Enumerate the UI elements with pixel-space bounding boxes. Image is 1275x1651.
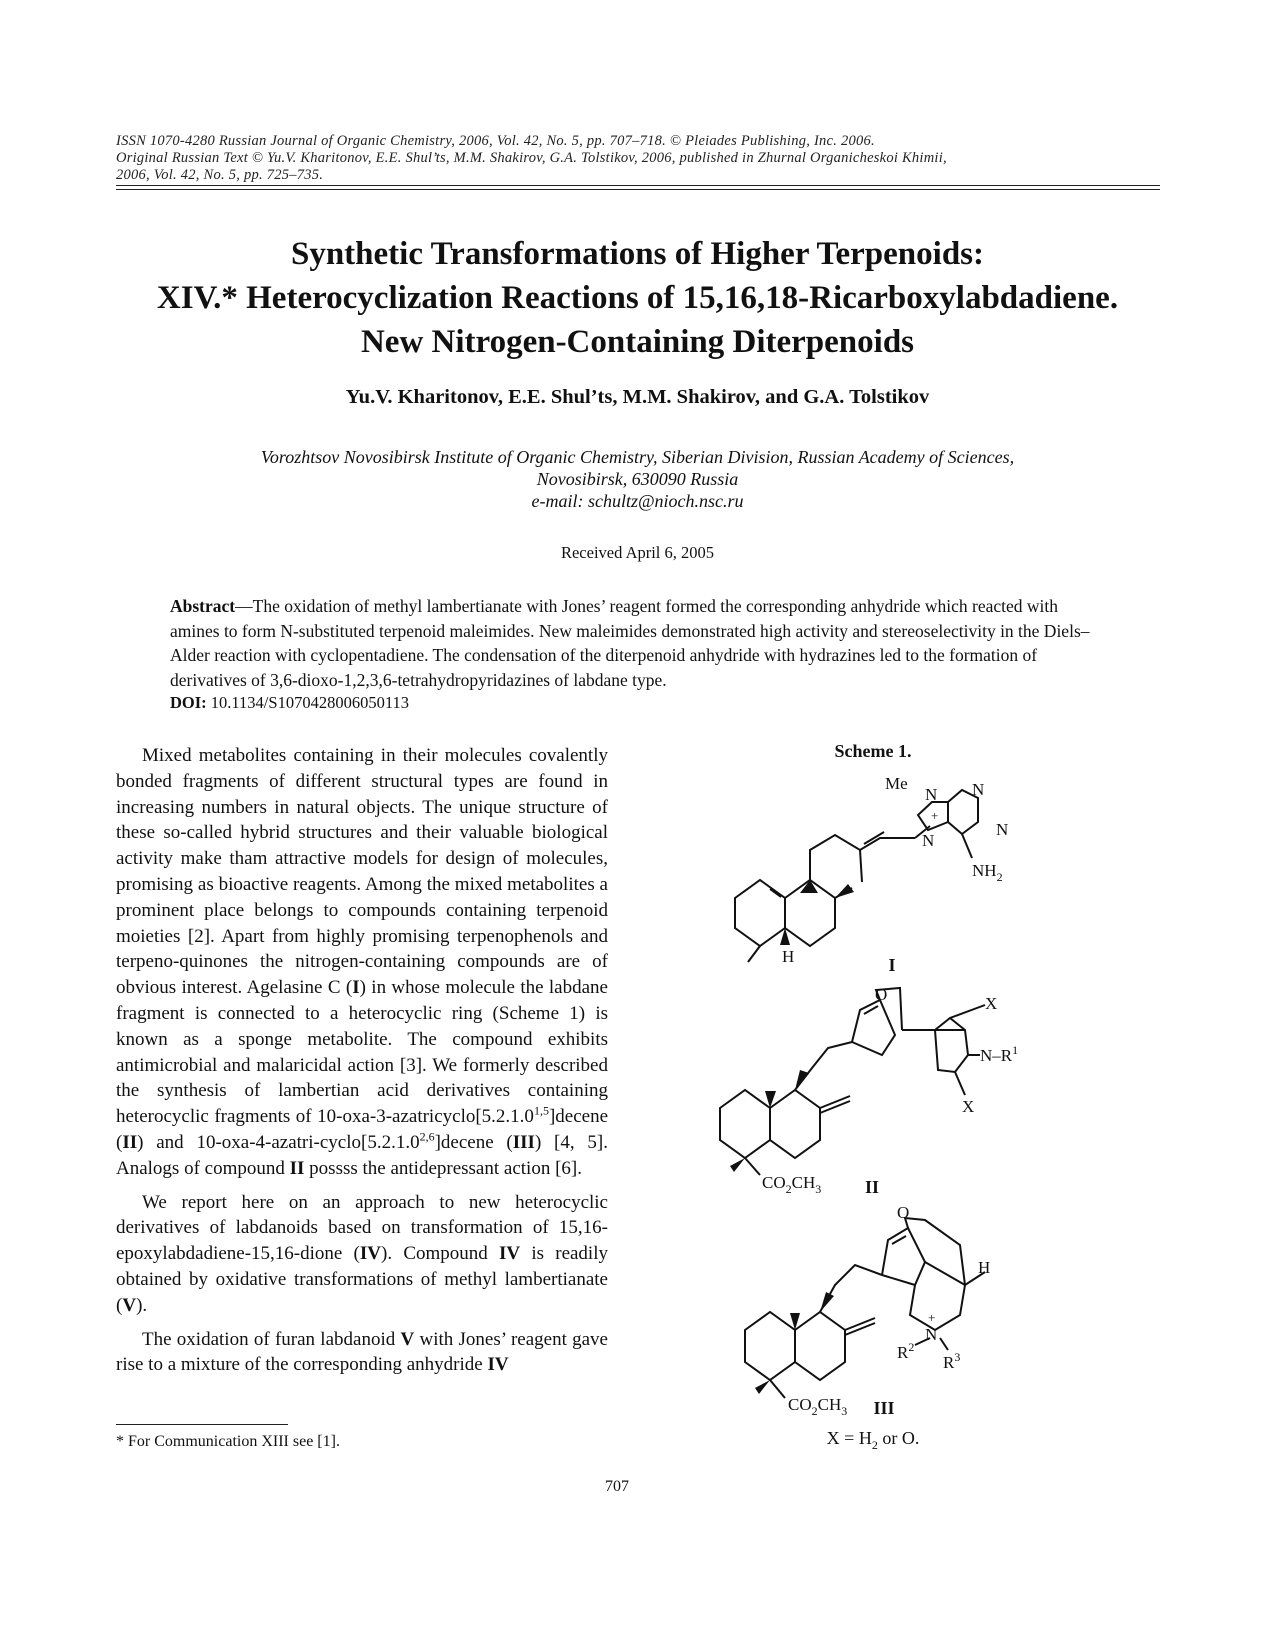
text-run: ) and 10-oxa-4-azatri-cyclo[5.2.1.0: [137, 1131, 420, 1153]
paper-title: [80, 232, 1195, 364]
nitrogen-label: N: [922, 831, 935, 850]
n-r1-label: $N-R^1$: [980, 1043, 1019, 1065]
text-run: ) in whose molecule the labdane fragment is connected to a heterocyclic ring (Scheme 1) is known as a sponge metabolite. The compound exhibits antimicrobial and malaricidal action [3]. We formerly described the synthesis of lambertian acid derivatives containing heterocyclic fragments of 10-oxa-3-azatricyclo[5.2.1.0: [116, 977, 608, 1128]
compound-ii-structure: [720, 988, 985, 1175]
authors: Yu.V. Kharitonov, E.E. Shul’ts, M.M. Shakirov, and G.A. Tolstikov: [345, 386, 930, 408]
charge-label: +: [931, 808, 939, 823]
text-run: The oxidation of furan labdanoid: [142, 1328, 401, 1350]
compound-ref: V: [400, 1328, 415, 1350]
methyl-label: Me: [885, 774, 908, 793]
compound-ref: II: [122, 1131, 138, 1153]
r2-label: $R^2$: [897, 1340, 915, 1362]
received-date: Received April 6, 2005: [560, 543, 715, 562]
title-line-2: XIV.* Heterocyclization Reactions of 15,16,18-Ricarboxylabdadiene.: [156, 280, 1119, 316]
text-run: ).: [136, 1294, 148, 1316]
text-run: is readily obtained by oxidative transformations of methyl lambertianate (: [116, 1243, 608, 1316]
page-number: 707: [605, 1478, 629, 1495]
text-run: ). Compound: [381, 1243, 499, 1265]
body-column: [116, 743, 608, 1386]
superscript: 1,5: [533, 1103, 549, 1118]
ester-label: $CO_2CH_3$: [762, 1173, 822, 1196]
footnote: * For Communication XIII see [1].: [116, 1433, 340, 1450]
compound-ref: III: [512, 1131, 535, 1153]
compound-ref: IV: [359, 1243, 382, 1265]
abstract: [170, 594, 1105, 692]
nitrogen-label: N: [925, 785, 938, 804]
body-paragraph-2: [116, 1190, 608, 1319]
hash-bond-icon: [730, 1158, 745, 1172]
text-run: ]decene (: [116, 1106, 608, 1153]
doi-label: DOI:: [170, 693, 207, 712]
doi-value[interactable]: 10.1134/S1070428006050113: [206, 693, 409, 712]
text-run: possss the antidepressant action [6].: [304, 1157, 582, 1179]
amine-label: $NH_2$: [972, 861, 1003, 884]
text-run: Mixed metabolites containing in their molecules covalently bonded fragments of different structural types are found in increasing numbers in natural objects. The unique structure of these so-called hybrid structures and their valuable biological activity make tham attractive models for design of molecules, promising as bioactive reagents. Among the mixed metabolites a prominent place belongs to compounds containing terpenoid moieties [2]. Apart from highly promising terpenophenols and terpeno-quinones the nitrogen-containing compounds are of obvious interest. Agelasine C (: [116, 745, 608, 999]
compound-ref: II: [289, 1157, 305, 1179]
header-rule-bottom: [116, 189, 1160, 190]
scheme-1-figure: [690, 730, 1090, 1460]
x-substituent-label: X: [985, 994, 998, 1013]
hydrogen-label: H: [978, 1258, 991, 1277]
wedge-bond-icon: [800, 880, 818, 893]
title-line-1: Synthetic Transformations of Higher Terpenoids:: [290, 236, 985, 272]
oxygen-label: O: [875, 985, 888, 1004]
footnote-rule: [116, 1424, 288, 1425]
running-header: [116, 133, 1160, 184]
header-line-3: 2006, Vol. 42, No. 5, pp. 725–735.: [116, 167, 324, 183]
header-rule-top: [116, 185, 1160, 186]
abstract-label: Abstract: [170, 596, 236, 616]
compound-i-structure: [735, 790, 978, 962]
affiliation-email: e-mail: schultz@nioch.nsc.ru: [531, 491, 744, 511]
compound-label-ii: II: [864, 1177, 880, 1197]
affiliation-line-2: Novosibirsk, 630090 Russia: [536, 469, 739, 489]
affiliation: [80, 446, 1195, 512]
hash-bond-icon: [755, 1380, 770, 1394]
wedge-bond-icon: [835, 884, 854, 898]
hydrogen-label: H: [782, 947, 795, 966]
wedge-bond-icon: [795, 1070, 809, 1090]
text-run: ) [4, 5]. Analogs of compound: [116, 1131, 608, 1179]
doi: [170, 693, 1105, 713]
abstract-text: —The oxidation of methyl lambertianate with Jones’ reagent formed the corresponding anhydride which reacted with amines to form N-substituted terpenoid maleimides. New maleimides demonstrated high activity and stereoselectivity in the Diels–Alder reaction with cyclopentadiene. The condensation of the diterpenoid anhydride with hydrazines led to the formation of derivatives of 3,6-dioxo-1,2,3,6-tetrahydropyridazines of labdane type.: [170, 596, 1090, 690]
nitrogen-label: N: [996, 820, 1009, 839]
compound-ref: I: [352, 977, 360, 999]
ester-label: $CO_2CH_3$: [788, 1395, 848, 1418]
superscript: 2,6: [419, 1129, 435, 1144]
body-paragraph-3: [116, 1327, 608, 1379]
scheme-caption: $X = H_2$ or O.: [826, 1428, 920, 1452]
compound-ref: IV: [499, 1243, 521, 1265]
body-paragraph-1: [116, 743, 608, 1182]
nitrogen-label: N: [925, 1325, 938, 1344]
charge-label: +: [928, 1310, 936, 1325]
wedge-bond-icon: [820, 1292, 834, 1312]
header-line-2: Original Russian Text © Yu.V. Kharitonov, E.E. Shul’ts, M.M. Shakirov, G.A. Tolstikov, 2006, published in Zhurnal Organicheskoi Khimii,: [116, 150, 947, 166]
compound-label-iii: III: [873, 1398, 895, 1418]
text-run: We report here on an approach to new heterocyclic derivatives of labdanoids based on transformation of 15,16-epoxylabdadiene-15,16-dione (: [116, 1191, 608, 1265]
oxygen-label: O: [897, 1203, 910, 1222]
header-line-1: ISSN 1070-4280 Russian Journal of Organic Chemistry, 2006, Vol. 42, No. 5, pp. 707–718. © Pleiades Publishing, Inc. 2006.: [116, 133, 875, 149]
nitrogen-label: N: [972, 780, 985, 799]
affiliation-line-1: Vorozhtsov Novosibirsk Institute of Organic Chemistry, Siberian Division, Russian Academy of Sciences,: [260, 447, 1015, 467]
r3-label: $R^3$: [943, 1350, 961, 1372]
compound-ref: IV: [487, 1354, 509, 1376]
text-run: with Jones’ reagent gave rise to a mixture of the corresponding anhydride: [116, 1328, 608, 1376]
compound-ref: V: [122, 1294, 137, 1316]
title-line-3: New Nitrogen-Containing Diterpenoids: [360, 324, 915, 360]
compound-label-i: I: [888, 955, 896, 975]
x-substituent-label: X: [962, 1097, 975, 1116]
text-run: ]decene (: [434, 1131, 513, 1153]
scheme-title: Scheme 1.: [834, 741, 912, 761]
